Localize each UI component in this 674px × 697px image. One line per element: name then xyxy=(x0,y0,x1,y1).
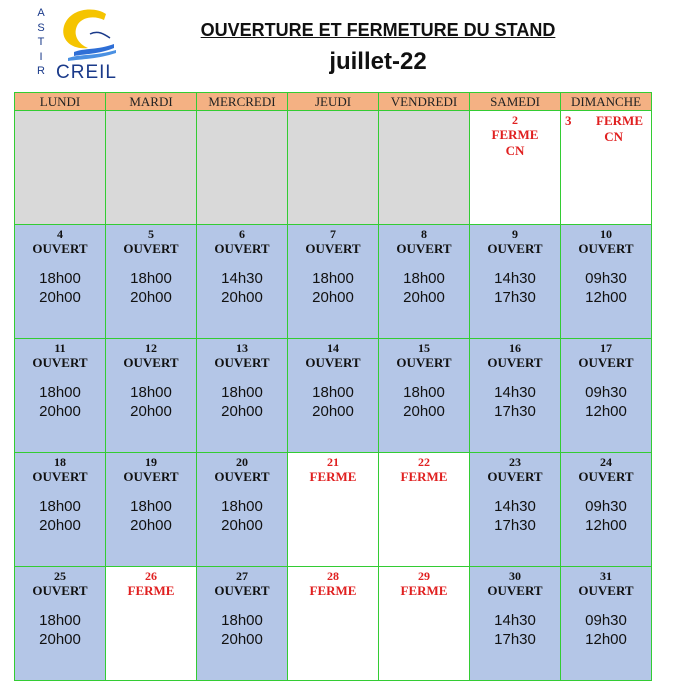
day-number: 11 xyxy=(54,341,66,355)
opening-time: 18h00 xyxy=(39,612,81,629)
opening-time: 18h00 xyxy=(403,384,445,401)
closing-time: 20h00 xyxy=(39,517,81,534)
calendar-cell-open xyxy=(197,225,288,339)
day-number: 9 xyxy=(512,227,518,241)
status-label: OUVERT xyxy=(32,355,88,370)
closing-time: 20h00 xyxy=(130,289,172,306)
opening-hours xyxy=(561,269,651,307)
closing-time: 20h00 xyxy=(130,403,172,420)
opening-hours xyxy=(15,269,105,307)
calendar-cell-closed xyxy=(288,567,379,681)
calendar-cell-open xyxy=(470,567,561,681)
opening-time: 14h30 xyxy=(494,384,536,401)
day-number: 15 xyxy=(418,341,430,355)
calendar-cell-open xyxy=(470,225,561,339)
calendar-cell-closed xyxy=(561,111,652,225)
status-label: OUVERT xyxy=(214,583,270,598)
weekday-header: MERCREDI xyxy=(197,93,288,111)
opening-hours xyxy=(561,383,651,421)
calendar-week-row xyxy=(15,339,652,453)
day-number: 16 xyxy=(509,341,521,355)
status-label: OUVERT xyxy=(578,583,634,598)
calendar-cell-open xyxy=(197,453,288,567)
opening-hours xyxy=(561,497,651,535)
opening-time: 18h00 xyxy=(39,384,81,401)
status-label: OUVERT xyxy=(396,241,452,256)
opening-time: 09h30 xyxy=(585,270,627,287)
opening-hours xyxy=(197,611,287,649)
calendar-cell-open xyxy=(106,225,197,339)
status-label: OUVERT xyxy=(487,583,543,598)
calendar-week-row xyxy=(15,225,652,339)
page-title: OUVERTURE ET FERMETURE DU STAND xyxy=(200,20,556,40)
weekday-header: MARDI xyxy=(106,93,197,111)
opening-hours xyxy=(288,269,378,307)
closing-time: 17h30 xyxy=(494,631,536,648)
weekday-header: JEUDI xyxy=(288,93,379,111)
month-subtitle: juillet-22 xyxy=(329,48,427,75)
calendar-week-row xyxy=(15,453,652,567)
day-number: 23 xyxy=(509,455,521,469)
weekday-header: VENDREDI xyxy=(379,93,470,111)
opening-hours xyxy=(470,611,560,649)
calendar-cell-closed xyxy=(379,453,470,567)
opening-hours xyxy=(106,497,196,535)
calendar-cell-open xyxy=(197,339,288,453)
closing-time: 20h00 xyxy=(221,403,263,420)
status-label: OUVERT xyxy=(578,355,634,370)
day-number: 24 xyxy=(600,455,612,469)
weekday-header: DIMANCHE xyxy=(561,93,652,111)
closing-time: 12h00 xyxy=(585,631,627,648)
status-label: OUVERT xyxy=(487,469,543,484)
opening-time: 14h30 xyxy=(494,498,536,515)
logo-vertical-letters xyxy=(36,6,46,79)
status-label: OUVERT xyxy=(123,469,179,484)
calendar-week-row xyxy=(15,567,652,681)
day-number: 12 xyxy=(145,341,157,355)
opening-hours xyxy=(470,383,560,421)
opening-time: 18h00 xyxy=(312,270,354,287)
status-label: FERME xyxy=(596,113,643,128)
calendar-cell-empty xyxy=(15,111,106,225)
calendar-cell-empty xyxy=(197,111,288,225)
day-number: 28 xyxy=(327,569,339,583)
opening-hours xyxy=(197,383,287,421)
opening-hours xyxy=(470,497,560,535)
opening-time: 18h00 xyxy=(130,270,172,287)
opening-time: 09h30 xyxy=(585,498,627,515)
day-number: 22 xyxy=(418,455,430,469)
opening-hours xyxy=(15,383,105,421)
opening-time: 09h30 xyxy=(585,612,627,629)
closing-time: 20h00 xyxy=(221,517,263,534)
opening-time: 14h30 xyxy=(494,612,536,629)
calendar-cell-open xyxy=(106,339,197,453)
day-number: 19 xyxy=(145,455,157,469)
closing-time: 20h00 xyxy=(221,289,263,306)
closing-time: 12h00 xyxy=(585,289,627,306)
calendar-cell-open xyxy=(470,453,561,567)
day-number: 18 xyxy=(54,455,66,469)
day-number: 5 xyxy=(148,227,154,241)
opening-hours xyxy=(470,269,560,307)
opening-hours xyxy=(561,611,651,649)
calendar-cell-open xyxy=(288,339,379,453)
calendar-cell-open xyxy=(288,225,379,339)
calendar-week-row xyxy=(15,111,652,225)
calendar-cell-open xyxy=(15,339,106,453)
weekday-header: LUNDI xyxy=(15,93,106,111)
closing-time: 20h00 xyxy=(39,289,81,306)
day-number: 17 xyxy=(600,341,612,355)
closing-time: 20h00 xyxy=(312,289,354,306)
calendar-cell-open xyxy=(561,339,652,453)
calendar-cell-empty xyxy=(106,111,197,225)
closing-time: 12h00 xyxy=(585,403,627,420)
closure-note: CN xyxy=(604,129,623,144)
status-label: OUVERT xyxy=(578,241,634,256)
status-label: OUVERT xyxy=(214,241,270,256)
calendar-cell-open xyxy=(15,453,106,567)
status-label: FERME xyxy=(309,583,357,598)
opening-time: 18h00 xyxy=(312,384,354,401)
day-number: 4 xyxy=(57,227,63,241)
opening-hours xyxy=(106,269,196,307)
calendar-cell-closed xyxy=(470,111,561,225)
calendar-cell-open xyxy=(561,225,652,339)
calendar-cell-empty xyxy=(288,111,379,225)
status-label: FERME xyxy=(127,583,175,598)
calendar-cell-open xyxy=(379,225,470,339)
status-label: FERME xyxy=(309,469,357,484)
weekday-header: SAMEDI xyxy=(470,93,561,111)
opening-hours xyxy=(15,611,105,649)
logo-letter: T xyxy=(37,36,45,48)
closure-note: CN xyxy=(505,143,525,158)
status-label: FERME xyxy=(400,469,448,484)
closing-time: 20h00 xyxy=(312,403,354,420)
status-label: OUVERT xyxy=(578,469,634,484)
opening-hours xyxy=(197,269,287,307)
opening-time: 18h00 xyxy=(221,384,263,401)
calendar-cell-open xyxy=(379,339,470,453)
day-number: 30 xyxy=(509,569,521,583)
closing-time: 20h00 xyxy=(39,631,81,648)
calendar-cell-open xyxy=(470,339,561,453)
status-label: OUVERT xyxy=(487,355,543,370)
logo-letter: A xyxy=(37,7,45,19)
calendar-body xyxy=(15,111,652,681)
logo-letter: S xyxy=(37,21,45,34)
calendar-cell-closed xyxy=(379,567,470,681)
status-label: OUVERT xyxy=(214,355,270,370)
status-label: OUVERT xyxy=(396,355,452,370)
status-label: OUVERT xyxy=(123,355,179,370)
calendar-cell-open xyxy=(106,453,197,567)
day-number: 31 xyxy=(600,569,612,583)
day-number: 10 xyxy=(600,227,612,241)
day-number: 7 xyxy=(330,227,336,241)
calendar-cell-closed xyxy=(106,567,197,681)
opening-time: 18h00 xyxy=(221,498,263,515)
calendar-cell-open xyxy=(561,453,652,567)
status-label: FERME xyxy=(400,583,448,598)
calendar-cell-open xyxy=(561,567,652,681)
opening-hours xyxy=(288,383,378,421)
status-label: OUVERT xyxy=(32,241,88,256)
opening-time: 18h00 xyxy=(221,612,263,629)
day-number: 29 xyxy=(418,569,430,583)
opening-hours xyxy=(106,383,196,421)
cell-inline-header xyxy=(561,111,651,129)
status-label: OUVERT xyxy=(32,583,88,598)
status-label: OUVERT xyxy=(123,241,179,256)
logo-letter: I xyxy=(39,50,43,63)
opening-hours xyxy=(379,383,469,421)
opening-hours xyxy=(379,269,469,307)
logo-letter: R xyxy=(37,65,45,77)
day-number: 13 xyxy=(236,341,248,355)
opening-time: 09h30 xyxy=(585,384,627,401)
calendar-cell-open xyxy=(15,567,106,681)
day-number: 6 xyxy=(239,227,245,241)
day-number: 2 xyxy=(512,113,518,127)
logo-emblem-icon xyxy=(54,4,120,62)
status-label: OUVERT xyxy=(32,469,88,484)
day-number: 25 xyxy=(54,569,66,583)
astir-creil-logo xyxy=(30,4,122,82)
calendar-cell-open xyxy=(197,567,288,681)
opening-time: 14h30 xyxy=(221,270,263,287)
opening-time: 18h00 xyxy=(403,270,445,287)
status-label: OUVERT xyxy=(487,241,543,256)
closing-time: 20h00 xyxy=(130,517,172,534)
closing-time: 20h00 xyxy=(39,403,81,420)
closing-time: 17h30 xyxy=(494,289,536,306)
closing-time: 20h00 xyxy=(403,403,445,420)
status-label: OUVERT xyxy=(305,241,361,256)
opening-hours xyxy=(15,497,105,535)
calendar-table xyxy=(14,92,652,681)
opening-time: 18h00 xyxy=(39,498,81,515)
day-number: 27 xyxy=(236,569,248,583)
logo-word: CREIL xyxy=(56,62,117,83)
day-number: 20 xyxy=(236,455,248,469)
opening-time: 14h30 xyxy=(494,270,536,287)
status-label: OUVERT xyxy=(214,469,270,484)
weekday-header-row xyxy=(15,93,652,111)
closing-time: 12h00 xyxy=(585,517,627,534)
day-number: 3 xyxy=(565,113,572,128)
opening-time: 18h00 xyxy=(130,498,172,515)
opening-hours xyxy=(197,497,287,535)
calendar-cell-empty xyxy=(379,111,470,225)
status-label: OUVERT xyxy=(305,355,361,370)
closing-time: 17h30 xyxy=(494,517,536,534)
day-number: 8 xyxy=(421,227,427,241)
opening-time: 18h00 xyxy=(39,270,81,287)
opening-time: 18h00 xyxy=(130,384,172,401)
day-number: 14 xyxy=(327,341,339,355)
calendar-cell-open xyxy=(15,225,106,339)
calendar-cell-closed xyxy=(288,453,379,567)
closing-time: 20h00 xyxy=(221,631,263,648)
day-number: 26 xyxy=(145,569,157,583)
day-number: 21 xyxy=(327,455,339,469)
status-label: FERME xyxy=(491,127,539,142)
closing-time: 20h00 xyxy=(403,289,445,306)
closing-time: 17h30 xyxy=(494,403,536,420)
